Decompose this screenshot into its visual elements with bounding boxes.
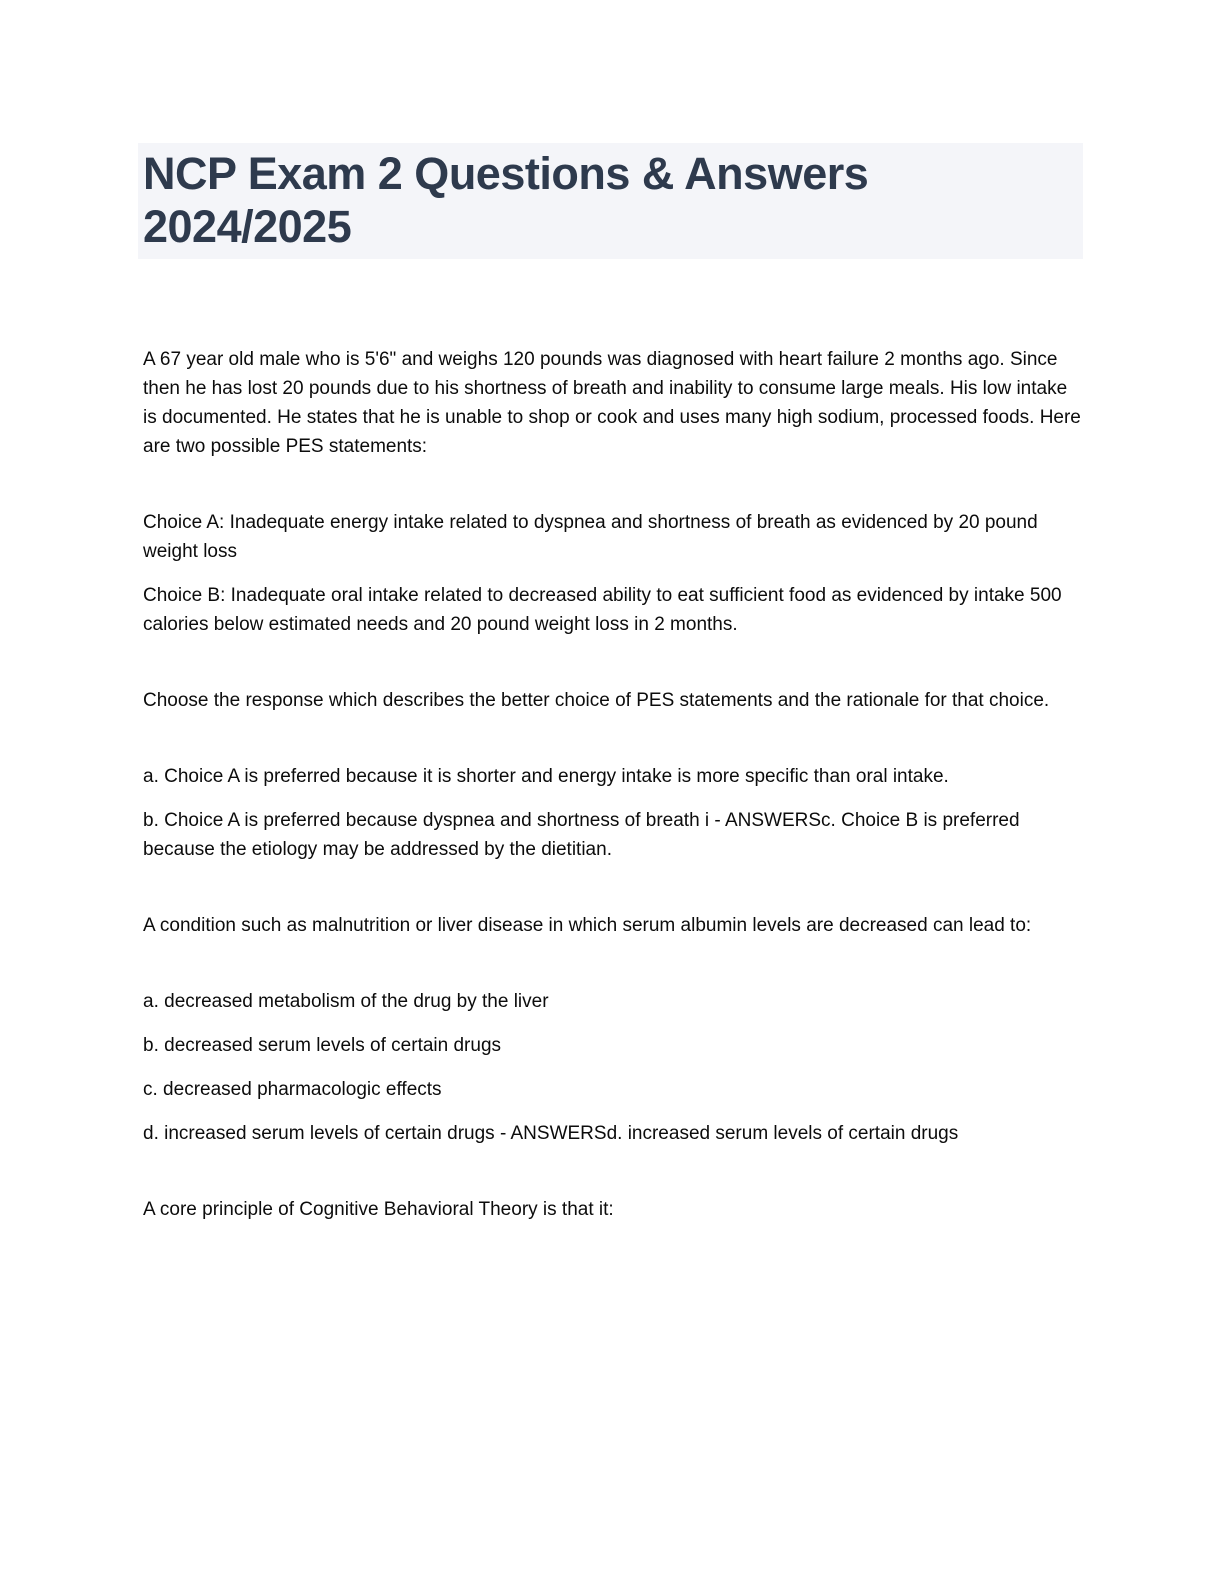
question1-prompt: Choose the response which describes the better choice of PES statements and the rationale for that choice. <box>143 690 1050 711</box>
question1-option-a: a. Choice A is preferred because it is shorter and energy intake is more specific than oral intake. <box>143 766 949 787</box>
question1-stem: A 67 year old male who is 5'6" and weighs 120 pounds was diagnosed with heart failure 2 months ago. Since then he has lost 20 pounds due to his shortness of breath and inability to consume large meals. His low intake is documented. He states that he is unable to shop or cook and uses many high sodium, processed foods. Here are two possible PES statements: <box>143 349 1081 457</box>
document-title <box>143 147 1083 253</box>
question1-option-b-with-answer: b. Choice A is preferred because dyspnea and shortness of breath i - ANSWERSc. Choice B is preferred because the etiology may be addressed by the dietitian. <box>143 810 1020 860</box>
document-title-line1: NCP Exam 2 Questions & Answers <box>143 148 869 199</box>
question2-option-b: b. decreased serum levels of certain drugs <box>143 1035 502 1056</box>
question2-stem: A condition such as malnutrition or liver disease in which serum albumin levels are decreased can lead to: <box>143 915 1032 936</box>
title-block <box>138 143 1083 259</box>
question3-stem: A core principle of Cognitive Behavioral Theory is that it: <box>143 1199 614 1220</box>
question1-choice-b-statement: Choice B: Inadequate oral intake related to decreased ability to eat sufficient food as evidenced by intake 500 calories below estimated needs and 20 pound weight loss in 2 months. <box>143 585 1062 635</box>
document-title-line2: 2024/2025 <box>143 201 352 252</box>
question2-option-d-with-answer: d. increased serum levels of certain drugs - ANSWERSd. increased serum levels of certain drugs <box>143 1123 959 1144</box>
question1-choice-a-statement: Choice A: Inadequate energy intake related to dyspnea and shortness of breath as evidenced by 20 pound weight loss <box>143 512 1038 562</box>
question2-option-c: c. decreased pharmacologic effects <box>143 1079 442 1100</box>
question2-option-a: a. decreased metabolism of the drug by the liver <box>143 991 549 1012</box>
document-body <box>143 345 1083 1239</box>
